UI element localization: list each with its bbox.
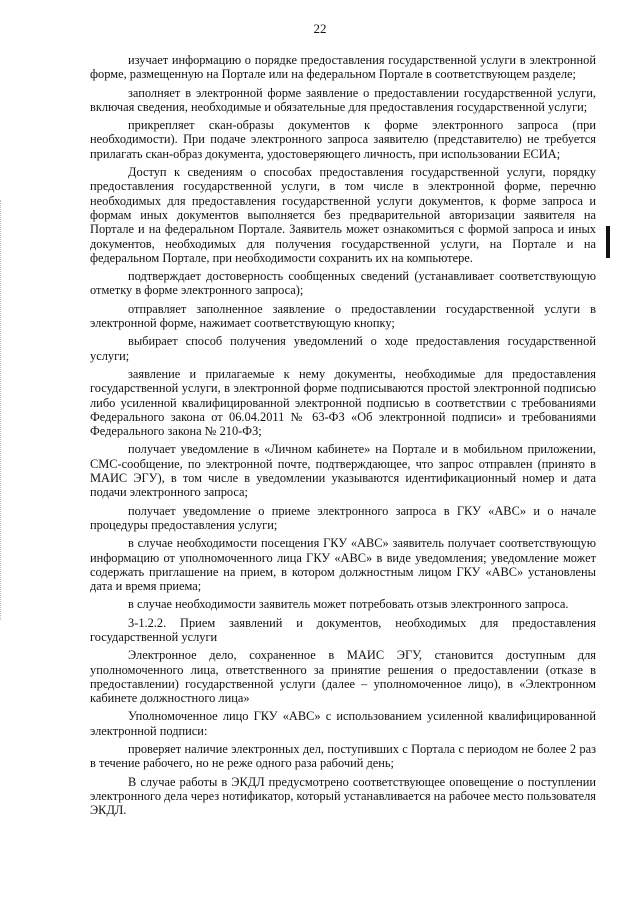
paragraph: проверяет наличие электронных дел, поступивших с Портала с периодом не более 2 раз в течение рабочего, но не реже одного раза рабочий день;	[90, 742, 596, 771]
paragraph: Доступ к сведениям о способах предоставления государственной услуги, порядку предоставления государственной услуги, в том числе в электронной форме, перечню необходимых для предоставления государственной услуги документов, к форме запроса и формам иных документов выполняется без предварительной авторизации заявителя на Портале и на федеральном Портале. Заявитель может ознакомиться с формой запроса и иных документов, необходимых для получения государственной услуги, на Портале и на федеральном Портале, при необходимости сохранить их на компьютере.	[90, 165, 596, 265]
paragraph: в случае необходимости посещения ГКУ «АВС» заявитель получает соответствующую информацию от уполномоченного лица ГКУ «АВС» в виде уведомления; уведомление может содержать приглашение на прием, в котором должностным лицом ГКУ «АВС» установлены дата и время приема;	[90, 536, 596, 594]
paragraph: в случае необходимости заявитель может потребовать отзыв электронного запроса.	[128, 597, 569, 612]
paragraph: прикрепляет скан-образы документов к форме электронного запроса (при необходимости). При подаче электронного запроса заявителю (представителю) не требуется прилагать скан-образ документа, удостоверяющего личность, при использовании ЕСИА;	[90, 118, 596, 161]
paragraph: заполняет в электронной форме заявление о предоставлении государственной услуги, включая сведения, необходимые и обязательные для предоставления государственной услуги;	[90, 85, 596, 114]
page-number: 22	[313, 21, 327, 36]
scan-edge-artifact	[0, 200, 4, 620]
paragraph: выбирает способ получения уведомлений о ходе предоставления государственной услуги;	[90, 334, 596, 363]
margin-mark	[606, 226, 610, 258]
paragraph: изучает информацию о порядке предоставления государственной услуги в электронной форме, размещенную на Портале или на федеральном Портале в соответствующем разделе;	[90, 53, 596, 82]
paragraph: Электронное дело, сохраненное в МАИС ЭГУ, становится доступным для уполномоченного лица, ответственного за принятие решения о предоставлении (отказе в предоставлении) государственной услуги (далее – уполномоченное лицо), в «Электронном кабинете должностного лица»	[90, 648, 596, 706]
paragraph: В случае работы в ЭКДЛ предусмотрено соответствующее оповещение о поступлении электронного дела через нотификатор, который устанавливается на рабочее место пользователя ЭКДЛ.	[90, 774, 596, 818]
paragraph: получает уведомление в «Личном кабинете» на Портале и в мобильном приложении, СМС-сообщение, по электронной почте, подтверждающее, что запрос отправлен (принято в МАИС ЭГУ), в том числе в уведомлении указываются идентификационный номер и дата подачи электронного запроса;	[90, 442, 596, 500]
paragraph: отправляет заполненное заявление о предоставлении государственной услуги в электронной форме, нажимает соответствующую кнопку;	[90, 301, 596, 331]
section-heading: 3-1.2.2. Прием заявлений и документов, необходимых для предоставления государственной услуги	[90, 615, 596, 644]
paragraph: Уполномоченное лицо ГКУ «АВС» с использованием усиленной квалифицированной электронной подписи:	[90, 709, 596, 738]
paragraph: получает уведомление о приеме электронного запроса в ГКУ «АВС» и о начале процедуры предоставления услуги;	[90, 503, 596, 532]
paragraph: подтверждает достоверность сообщенных сведений (устанавливает соответствующую отметку в форме электронного запроса);	[90, 269, 596, 298]
document-body	[90, 53, 596, 822]
paragraph: заявление и прилагаемые к нему документы, необходимые для предоставления государственной услуги, в электронной форме подписываются простой электронной подписью либо усиленной квалифицированной электронной подписью в соответствии с требованиями Федерального закона от 06.04.2011 № 63-ФЗ «Об электронной подписи» и требованиями Федерального закона № 210-ФЗ;	[90, 366, 596, 439]
